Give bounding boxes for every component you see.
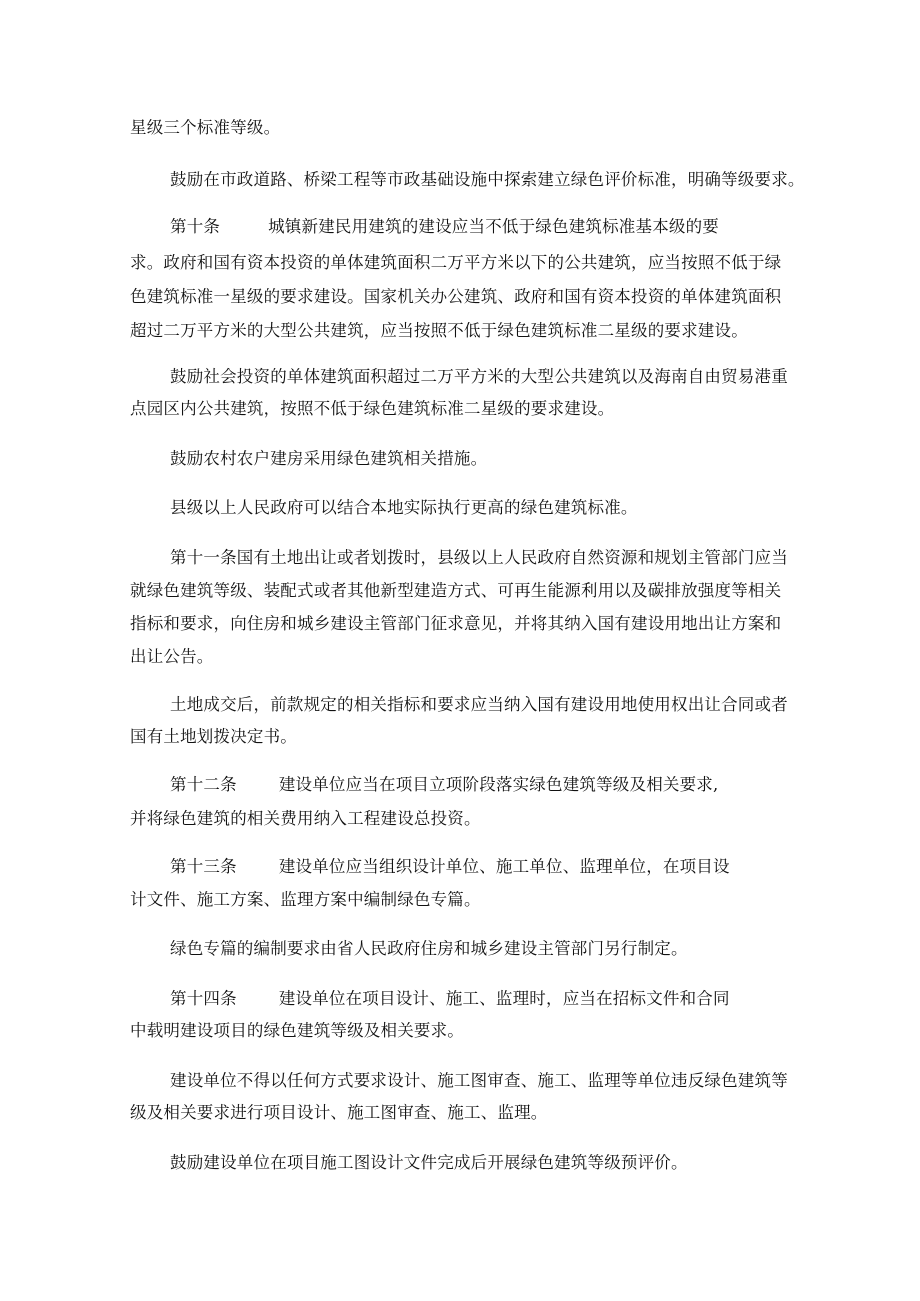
text-line: 第十一条国有土地出让或者划拨时，县级以上人民政府自然资源和规划主管部门应当 xyxy=(170,548,788,567)
text-line: 星级三个标准等级。 xyxy=(130,118,281,137)
article-number: 第十三条 xyxy=(170,857,237,876)
article-heading-line xyxy=(170,856,730,878)
text-line: 鼓励社会投资的单体建筑面积超过二万平方米的大型公共建筑以及海南自由贸易港重 xyxy=(170,367,788,386)
article-text: 建设单位应当在项目立项阶段落实绿色建筑等级及相关要求, xyxy=(278,775,719,794)
text-line: 国有土地划拨决定书。 xyxy=(130,727,297,746)
text-line: 色建筑标准一星级的要求建设。国家机关办公建筑、政府和国有资本投资的单体建筑面积 xyxy=(130,287,782,306)
text-line: 并将绿色建筑的相关费用纳入工程建设总投资。 xyxy=(130,809,481,828)
article-heading-line xyxy=(170,774,718,796)
article-heading-line xyxy=(170,216,719,238)
article-text: 城镇新建民用建筑的建设应当不低于绿色建筑标准基本级的要 xyxy=(268,217,720,236)
article-number: 第十条 xyxy=(170,217,221,236)
text-line: 超过二万平方米的大型公共建筑，应当按照不低于绿色建筑标准二星级的要求建设。 xyxy=(130,321,748,340)
text-line: 计文件、施工方案、监理方案中编制绿色专篇。 xyxy=(130,890,481,909)
text-line: 级及相关要求进行项目设计、施工图审查、施工、监理。 xyxy=(130,1103,548,1122)
article-text: 建设单位应当组织设计单位、施工单位、监理单位，在项目设 xyxy=(278,857,730,876)
text-line: 指标和要求，向住房和城乡建设主管部门征求意见，并将其纳入国有建设用地出让方案和 xyxy=(130,614,782,633)
text-line: 绿色专篇的编制要求由省人民政府住房和城乡建设主管部门另行制定。 xyxy=(170,939,688,958)
text-line: 就绿色建筑等级、装配式或者其他新型建造方式、可再生能源利用以及碳排放强度等相关 xyxy=(130,581,782,600)
article-number: 第十四条 xyxy=(170,989,237,1008)
article-heading-line xyxy=(170,988,730,1010)
text-line: 县级以上人民政府可以结合本地实际执行更高的绿色建筑标准。 xyxy=(170,498,638,517)
text-line: 点园区内公共建筑，按照不低于绿色建筑标准二星级的要求建设。 xyxy=(130,399,615,418)
text-line: 鼓励农村农户建房采用绿色建筑相关措施。 xyxy=(170,449,488,468)
text-line: 鼓励建设单位在项目施工图设计文件完成后开展绿色建筑等级预评价。 xyxy=(170,1153,688,1172)
text-line: 出让公告。 xyxy=(130,647,214,666)
article-text: 建设单位在项目设计、施工、监理时，应当在招标文件和合同 xyxy=(278,989,730,1008)
text-line: 求。政府和国有资本投资的单体建筑面积二万平方米以下的公共建筑，应当按照不低于绿 xyxy=(130,253,782,272)
text-line: 土地成交后，前款规定的相关指标和要求应当纳入国有建设用地使用权出让合同或者 xyxy=(170,695,788,714)
text-line: 鼓励在市政道路、桥梁工程等市政基础设施中探索建立绿色评价标准，明确等级要求。 xyxy=(170,170,805,189)
text-line: 中载明建设项目的绿色建筑等级及相关要求。 xyxy=(130,1021,464,1040)
article-number: 第十二条 xyxy=(170,775,237,794)
text-line: 建设单位不得以任何方式要求设计、施工图审查、施工、监理等单位违反绿色建筑等 xyxy=(170,1071,788,1090)
